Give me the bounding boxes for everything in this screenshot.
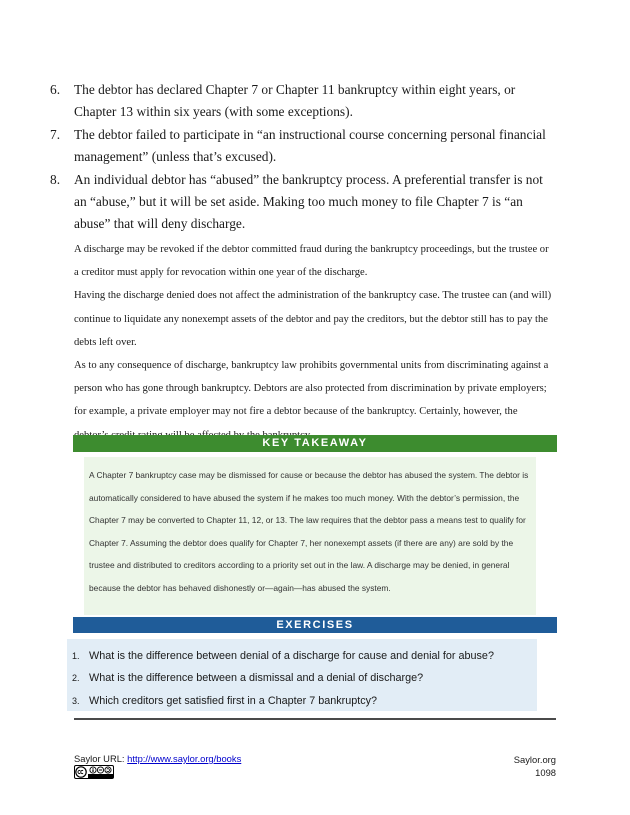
list-item xyxy=(50,79,550,124)
exercise-number: 1. xyxy=(72,651,80,661)
exercise-number: 2. xyxy=(72,673,80,684)
exercises-header: EXERCISES xyxy=(73,617,557,633)
exercise-item xyxy=(72,667,537,689)
key-takeaway-header: KEY TAKEAWAY xyxy=(73,435,557,452)
list-number: 6. xyxy=(50,82,61,97)
footer-divider xyxy=(74,718,556,720)
footer-url-label: Saylor URL: xyxy=(74,753,128,764)
list-number: 8. xyxy=(50,171,61,187)
footer-page-info xyxy=(514,753,556,779)
exercise-item xyxy=(72,645,537,667)
list-text: The debtor failed to participate in “an instructional course concerning personal financial management” (unless that’s excused). xyxy=(74,126,546,165)
creative-commons-icon xyxy=(74,765,114,779)
exercise-item xyxy=(72,690,537,712)
list-item xyxy=(50,124,550,169)
footer-site: Saylor.org xyxy=(513,754,556,765)
body-text xyxy=(74,238,552,447)
list-text: The debtor has declared Chapter 7 or Chapter 11 bankruptcy within eight years, or Chapter 13 within six years (with some exceptions). xyxy=(74,82,516,120)
list-item xyxy=(50,169,550,236)
paragraph: A discharge may be revoked if the debtor committed fraud during the bankruptcy proceedings, but the trustee or a creditor must apply for revocation within one year of the discharge. xyxy=(74,244,549,279)
paragraph: As to any consequence of discharge, bankruptcy law prohibits governmental units from discriminating against a person who has gone through bankruptcy. Debtors are also protected from discrimination by private employers; for example, a private employer may not fire a debtor because of the bankruptcy. Certainly, however, the xyxy=(74,360,549,418)
footer-source xyxy=(74,753,241,764)
paragraph: Having the discharge denied does not affect the administration of the bankruptcy case. The trustee can (and will) continue to liquidate any nonexempt assets of the debtor and pay the creditors, but the debtor still has to pay the debts left over. xyxy=(74,290,552,348)
exercise-text: What is the difference between a dismissal and a denial of discharge? xyxy=(89,672,424,685)
exercise-text: Which creditors get satisfied first in a Chapter 7 bankruptcy? xyxy=(89,694,378,707)
list-number: 7. xyxy=(50,126,61,142)
page-number: 1098 xyxy=(535,767,556,778)
exercises-list xyxy=(72,645,537,712)
list-text: An individual debtor has “abused” the bankruptcy process. A preferential transfer is not an “abuse,” but it will be set aside. Making too much money to file Chapter 7 is “an abuse” that will deny discharge. xyxy=(74,171,543,232)
footer-url-link[interactable]: http://www.saylor.org/books xyxy=(127,753,242,764)
numbered-list xyxy=(50,79,550,236)
exercise-text: What is the difference between denial of a discharge for cause and denial for abuse? xyxy=(89,650,494,662)
key-takeaway-text: A Chapter 7 bankruptcy case may be dismissed for cause or because the debtor has abused the system. The debtor is automatically considered to have abused the system if he makes too much money. With the debtor’s permission, the Chapter 7 may be converted to Chapter 11, 12, or 13. The law requires that the debtor pass a means test to qualify for Chapter 7. Assuming the debtor does qualify for Chapter 7, her nonexempt assets (if there are any) are sold by the trustee and distributed to creditors according to a priority set out in the law. A discharge may be denied, in general because the debtor has behaved dishonestly or—again—has abused the system. xyxy=(89,470,529,593)
exercise-number: 3. xyxy=(72,695,80,706)
